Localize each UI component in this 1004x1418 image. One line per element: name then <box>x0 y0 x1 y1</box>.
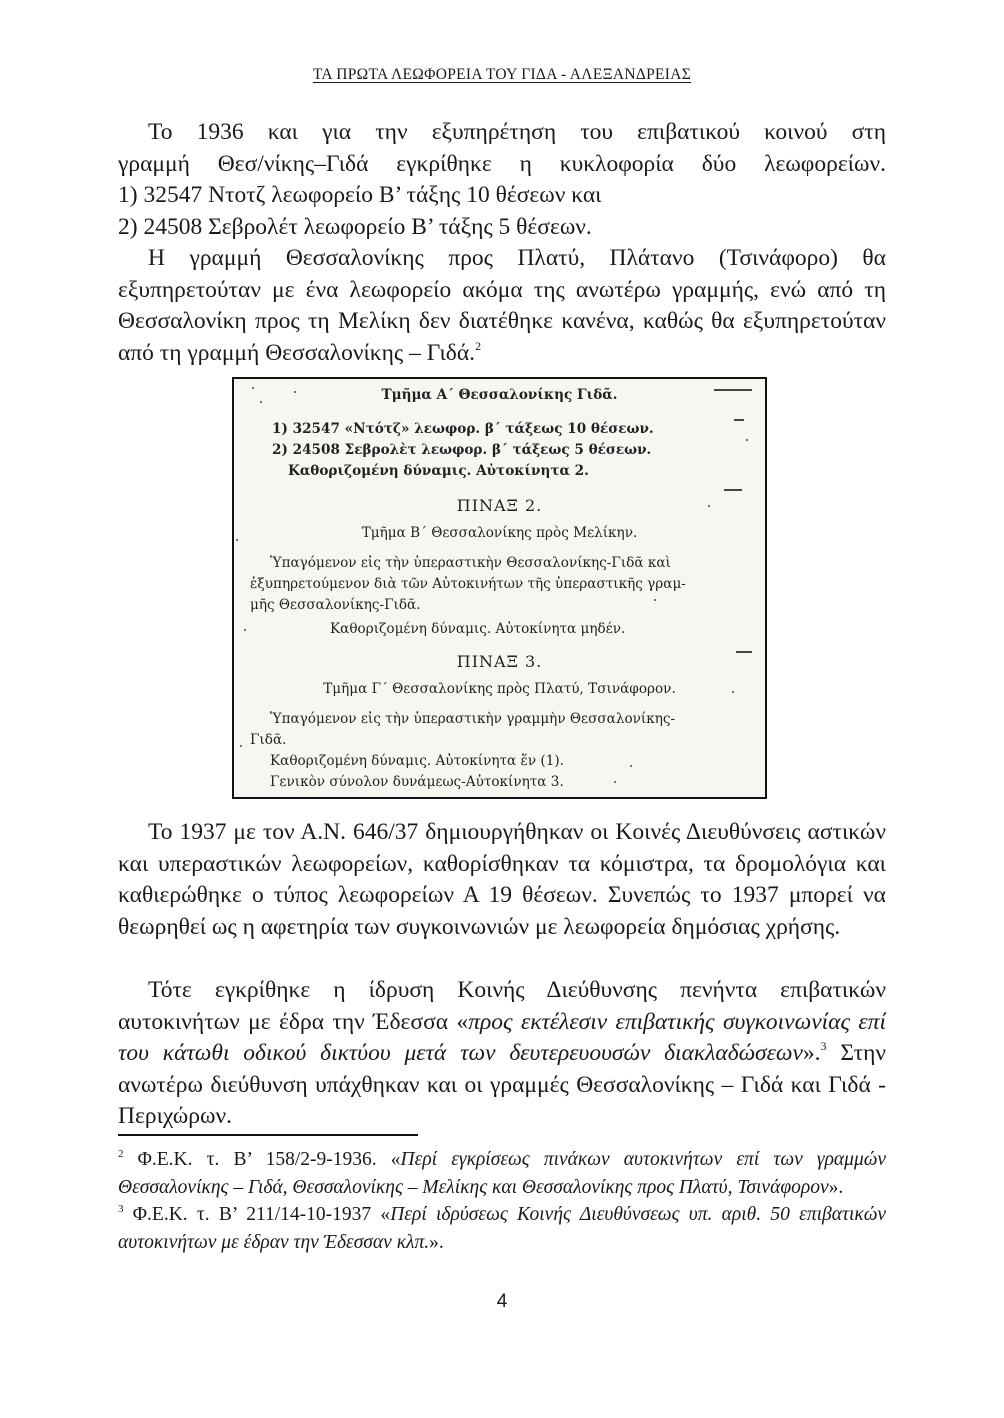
para4-text-after: Στην ανωτέρω διεύθυνση υπάχθηκαν και οι γραμμές Θεσσαλονίκης – Γιδά και Γιδά - Περιχώρων. <box>118 1040 886 1129</box>
clipping-line: 1) 32547 «Ντότζ» λεωφορ. β΄ τάξεως 10 θέσεων. <box>272 421 654 437</box>
paragraph-3 <box>118 817 886 943</box>
page-number: 4 <box>496 1291 508 1312</box>
scan-speck <box>746 439 748 441</box>
scan-speck <box>252 387 254 389</box>
footnote-3 <box>118 1201 886 1256</box>
para4-text: Τότε εγκρίθηκε η ίδρυση Κοινής Διεύθυνσης πενήντα επιβατικών αυτοκινήτων με έδρα την Έδεσσα « <box>118 977 886 1035</box>
clipping-line: Γιδᾶ. <box>250 732 287 748</box>
bus-item-2: 2) 24508 Σεβρολέτ λεωφορείο Β’ τάξης 5 θέσεων. <box>118 213 592 240</box>
scan-speck <box>734 419 744 421</box>
footnote-separator <box>118 1134 418 1136</box>
footnote-title: Περί ιδρύσεως Κοινής Διευθύνσεως υπ. αριθ. 50 επιβατικών αυτοκινήτων με έδραν την Έδεσσαν κλπ. <box>118 1204 886 1253</box>
footnote-number: 2 <box>118 1148 124 1160</box>
scanned-gazette-clipping <box>232 377 767 799</box>
scan-speck <box>732 691 734 693</box>
clipping-line: Ὑπαγόμενον εἰς τὴν ὑπεραστικὴν γραμμὴν Θεσσαλονίκης- <box>270 711 676 727</box>
footnote-number: 3 <box>118 1203 124 1215</box>
footnote-title: Περί εγκρίσεως πινάκων αυτοκινήτων επί των γραμμών Θεσσαλονίκης – Γιδά, Θεσσαλονίκης – Μελίκης και Θεσσαλονίκης προς Πλατύ, Τσινάφορον <box>118 1149 886 1198</box>
para4-quote-close: ». <box>802 1040 821 1066</box>
clipping-heading: ΠΙΝΑΞ 2. <box>456 496 543 515</box>
bus-item-1: 1) 32547 Ντοτζ λεωφορείο Β’ τάξης 10 θέσεων και <box>118 182 602 208</box>
clipping-line: Γενικὸν σύνολον δυνάμεως-Αὐτοκίνητα 3. <box>270 774 564 790</box>
clipping-line: Ὑπαγόμενον εἰς τὴν ὑπεραστικὴν Θεσσαλονίκης-Γιδᾶ καὶ <box>270 555 671 571</box>
footnote-reference: Φ.Ε.Κ. τ. Β’ 158/2-9-1936. « <box>123 1149 401 1170</box>
scan-speck <box>236 539 238 541</box>
scan-speck <box>240 745 242 747</box>
paragraph-4 <box>118 975 886 1133</box>
scan-speck <box>736 651 752 653</box>
scan-speck <box>294 391 296 393</box>
running-header <box>0 66 1004 84</box>
clipping-line: Τμῆμα Β΄ Θεσσαλονίκης πρὸς Μελίκην. <box>361 525 638 541</box>
paragraph-2 <box>118 243 886 369</box>
footnote-close: ». <box>429 1231 444 1253</box>
para1-line1: Το 1936 και για την εξυπηρέτηση του επιβατικού κοινού στη <box>148 119 886 145</box>
clipping-line: Καθοριζομένη δύναμις. Αὐτοκίνητα μηδέν. <box>330 621 626 637</box>
running-header-title: ΤΑ ΠΡΩΤΑ ΛΕΩΦΟΡΕΙΑ ΤΟΥ ΓΙΔΑ - ΑΛΕΞΑΝΔΡΕΙΑΣ <box>312 66 692 83</box>
scan-speck <box>614 781 616 783</box>
footnote-ref-2: 2 <box>475 338 482 353</box>
clipping-heading: ΠΙΝΑΞ 3. <box>456 652 543 671</box>
paragraph-1 <box>118 117 886 243</box>
scan-speck <box>244 629 246 631</box>
footnote-2 <box>118 1146 886 1201</box>
scan-speck <box>708 505 710 507</box>
para3-text: Το 1937 με τον Α.Ν. 646/37 δημιουργήθηκαν οι Κοινές Διευθύνσεις αστικών και υπεραστικών λεωφορείων, καθορίσθηκαν τα κόμιστρα, τα δρομολόγια και καθιερώθηκε ο τύπος λεωφορείων Α 19 θέσεων. Συνεπώς το 1937 μπορεί να θεωρηθεί ως η αφετηρία των συγκοινωνιών με λεωφορεία δημόσιας χρήσης. <box>118 819 886 940</box>
footnote-close: ». <box>828 1176 844 1198</box>
footnote-reference: Φ.Ε.Κ. τ. Β’ 211/14-10-1937 « <box>123 1204 391 1225</box>
scan-speck <box>260 401 262 403</box>
scan-speck <box>724 489 742 491</box>
clipping-line: ἐξυπηρετούμενον διὰ τῶν Αὐτοκινήτων τῆς ὑπεραστικῆς γραμ- <box>250 576 686 592</box>
scan-speck <box>714 389 752 391</box>
scan-speck <box>630 765 632 767</box>
para4-quote: προς εκτέλεσιν επιβατικής συγκοινωνίας επί του κάτωθι οδικού δικτύου μετά των δευτερευουσών διακλαδώσεων <box>118 1008 886 1066</box>
clipping-line: Καθοριζομένη δύναμις. Αὐτοκίνητα 2. <box>288 463 589 479</box>
clipping-line: μῆς Θεσσαλονίκης-Γιδᾶ. <box>250 597 421 613</box>
scan-speck <box>654 599 656 601</box>
clipping-line: Τμῆμα Α΄ Θεσσαλονίκης Γιδᾶ. <box>381 387 618 403</box>
para2-text: Η γραμμή Θεσσαλονίκης προς Πλατύ, Πλάτανο (Τσινάφορο) θα εξυπηρετούταν με ένα λεωφορείο ακόμα της ανωτέρω γραμμής, ενώ από τη Θεσσαλονίκη προς τη Μελίκη δεν διατέθηκε κανένα, καθώς θα εξυπηρετούταν από τη γραμμή Θεσσαλονίκης – Γιδά. <box>118 245 886 366</box>
footnotes <box>118 1146 886 1256</box>
para1-line2: γραμμή Θεσ/νίκης–Γιδά εγκρίθηκε η κυκλοφορία δύο λεωφορείων. <box>118 150 886 177</box>
clipping-line: Καθοριζομένη δύναμις. Αὐτοκίνητα ἕν (1). <box>270 753 564 769</box>
clipping-line: Τμῆμα Γ΄ Θεσσαλονίκης πρὸς Πλατύ, Τσινάφορον. <box>323 681 676 697</box>
footnote-ref-3: 3 <box>820 1039 827 1053</box>
clipping-line: 2) 24508 Σεβρολὲτ λεωφορ. β΄ τάξεως 5 θέσεων. <box>272 442 652 458</box>
